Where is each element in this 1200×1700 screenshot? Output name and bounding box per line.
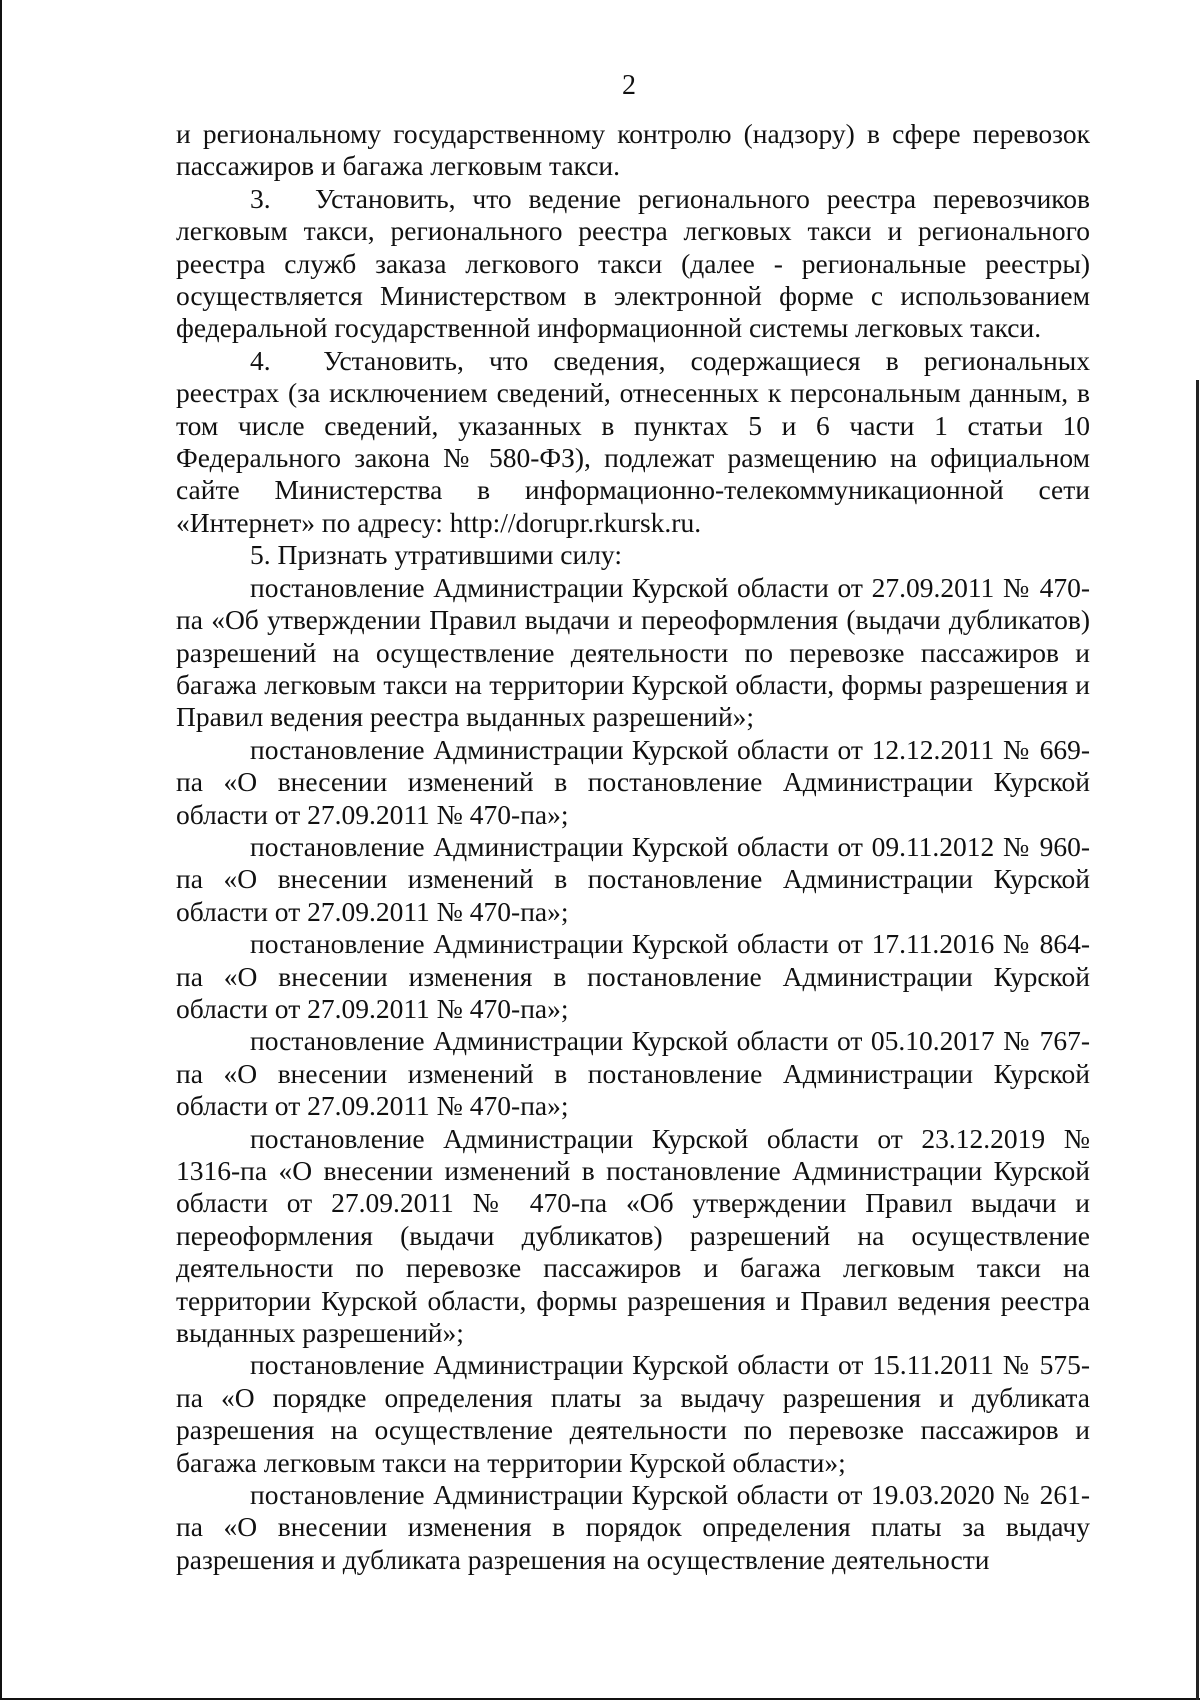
- repealed-act-669: постановление Администрации Курской области от 12.12.2011 № 669-па «О внесении изменений в постановление Администрации Курской области от 27.09.2011 № 470-па»;: [176, 733, 1090, 830]
- paragraph-item-5: 5. Признать утратившими силу:: [250, 539, 622, 571]
- repealed-act-767: постановление Администрации Курской области от 05.10.2017 № 767-па «О внесении изменений в постановление Администрации Курской области от 27.09.2011 № 470-па»;: [176, 1025, 1090, 1122]
- repealed-act-261: постановление Администрации Курской области от 19.03.2020 № 261-па «О внесении изменения в порядок определения платы за выдачу разрешения и дубликата разрешения на осуществление деятельности: [176, 1479, 1090, 1575]
- paragraph-item-4: 4. Установить, что сведения, содержащиеся в региональных реестрах (за исключением сведений, отнесенных к персональным данным, в том числе сведений, указанных в пунктах 5 и 6 части 1 статьи 10 Федерального закона № 580-ФЗ), подлежат размещению на официальном сайте Министерства в информационно-телекоммуникационной сети «Интернет» по адресу: http://dorupr.rkursk.ru.: [176, 344, 1090, 538]
- page-number: 2: [622, 70, 636, 101]
- repealed-act-864: постановление Администрации Курской области от 17.11.2016 № 864-па «О внесении изменения в постановление Администрации Курской области от 27.09.2011 № 470-па»;: [176, 928, 1090, 1024]
- repealed-act-960: постановление Администрации Курской области от 09.11.2012 № 960-па «О внесении изменений в постановление Администрации Курской области от 27.09.2011 № 470-па»;: [176, 830, 1090, 927]
- scan-edge-line: [1196, 380, 1199, 1700]
- repealed-act-1316: постановление Администрации Курской области от 23.12.2019 № 1316-па «О внесении изменений в постановление Администрации Курской области от 27.09.2011 № 470-па «Об утверждении Правил выдачи и переоформления (выдачи дубликатов) разрешений на осуществление деятельности по перевозке пассажиров и багажа легковым такси на территории Курской области, формы разрешения и Правил ведения реестра выданных разрешений»;: [176, 1122, 1090, 1349]
- document-body: [176, 118, 1090, 1576]
- repealed-act-575: постановление Администрации Курской области от 15.11.2011 № 575-па «О порядке определения платы за выдачу разрешения и дубликата разрешения на осуществление деятельности по перевозке пассажиров и багажа легковым такси на территории Курской области»;: [176, 1349, 1090, 1478]
- repealed-act-470: постановление Администрации Курской области от 27.09.2011 № 470-па «Об утверждении Правил выдачи и переоформления (выдачи дубликатов) разрешений на осуществление деятельности по перевозке пассажиров и багажа легковым такси на территории Курской области, формы разрешения и Правил ведения реестра выданных разрешений»;: [176, 571, 1090, 733]
- paragraph-continuation: и региональному государственному контролю (надзору) в сфере перевозок пассажиров и багажа легковым такси.: [176, 118, 1090, 182]
- paragraph-item-3: 3. Установить, что ведение регионального реестра перевозчиков легковым такси, регионального реестра легковых такси и регионального реестра служб заказа легкового такси (далее - региональные реестры) осуществляется Министерством в электронной форме с использованием федеральной государственной информационной системы легковых такси.: [176, 182, 1090, 344]
